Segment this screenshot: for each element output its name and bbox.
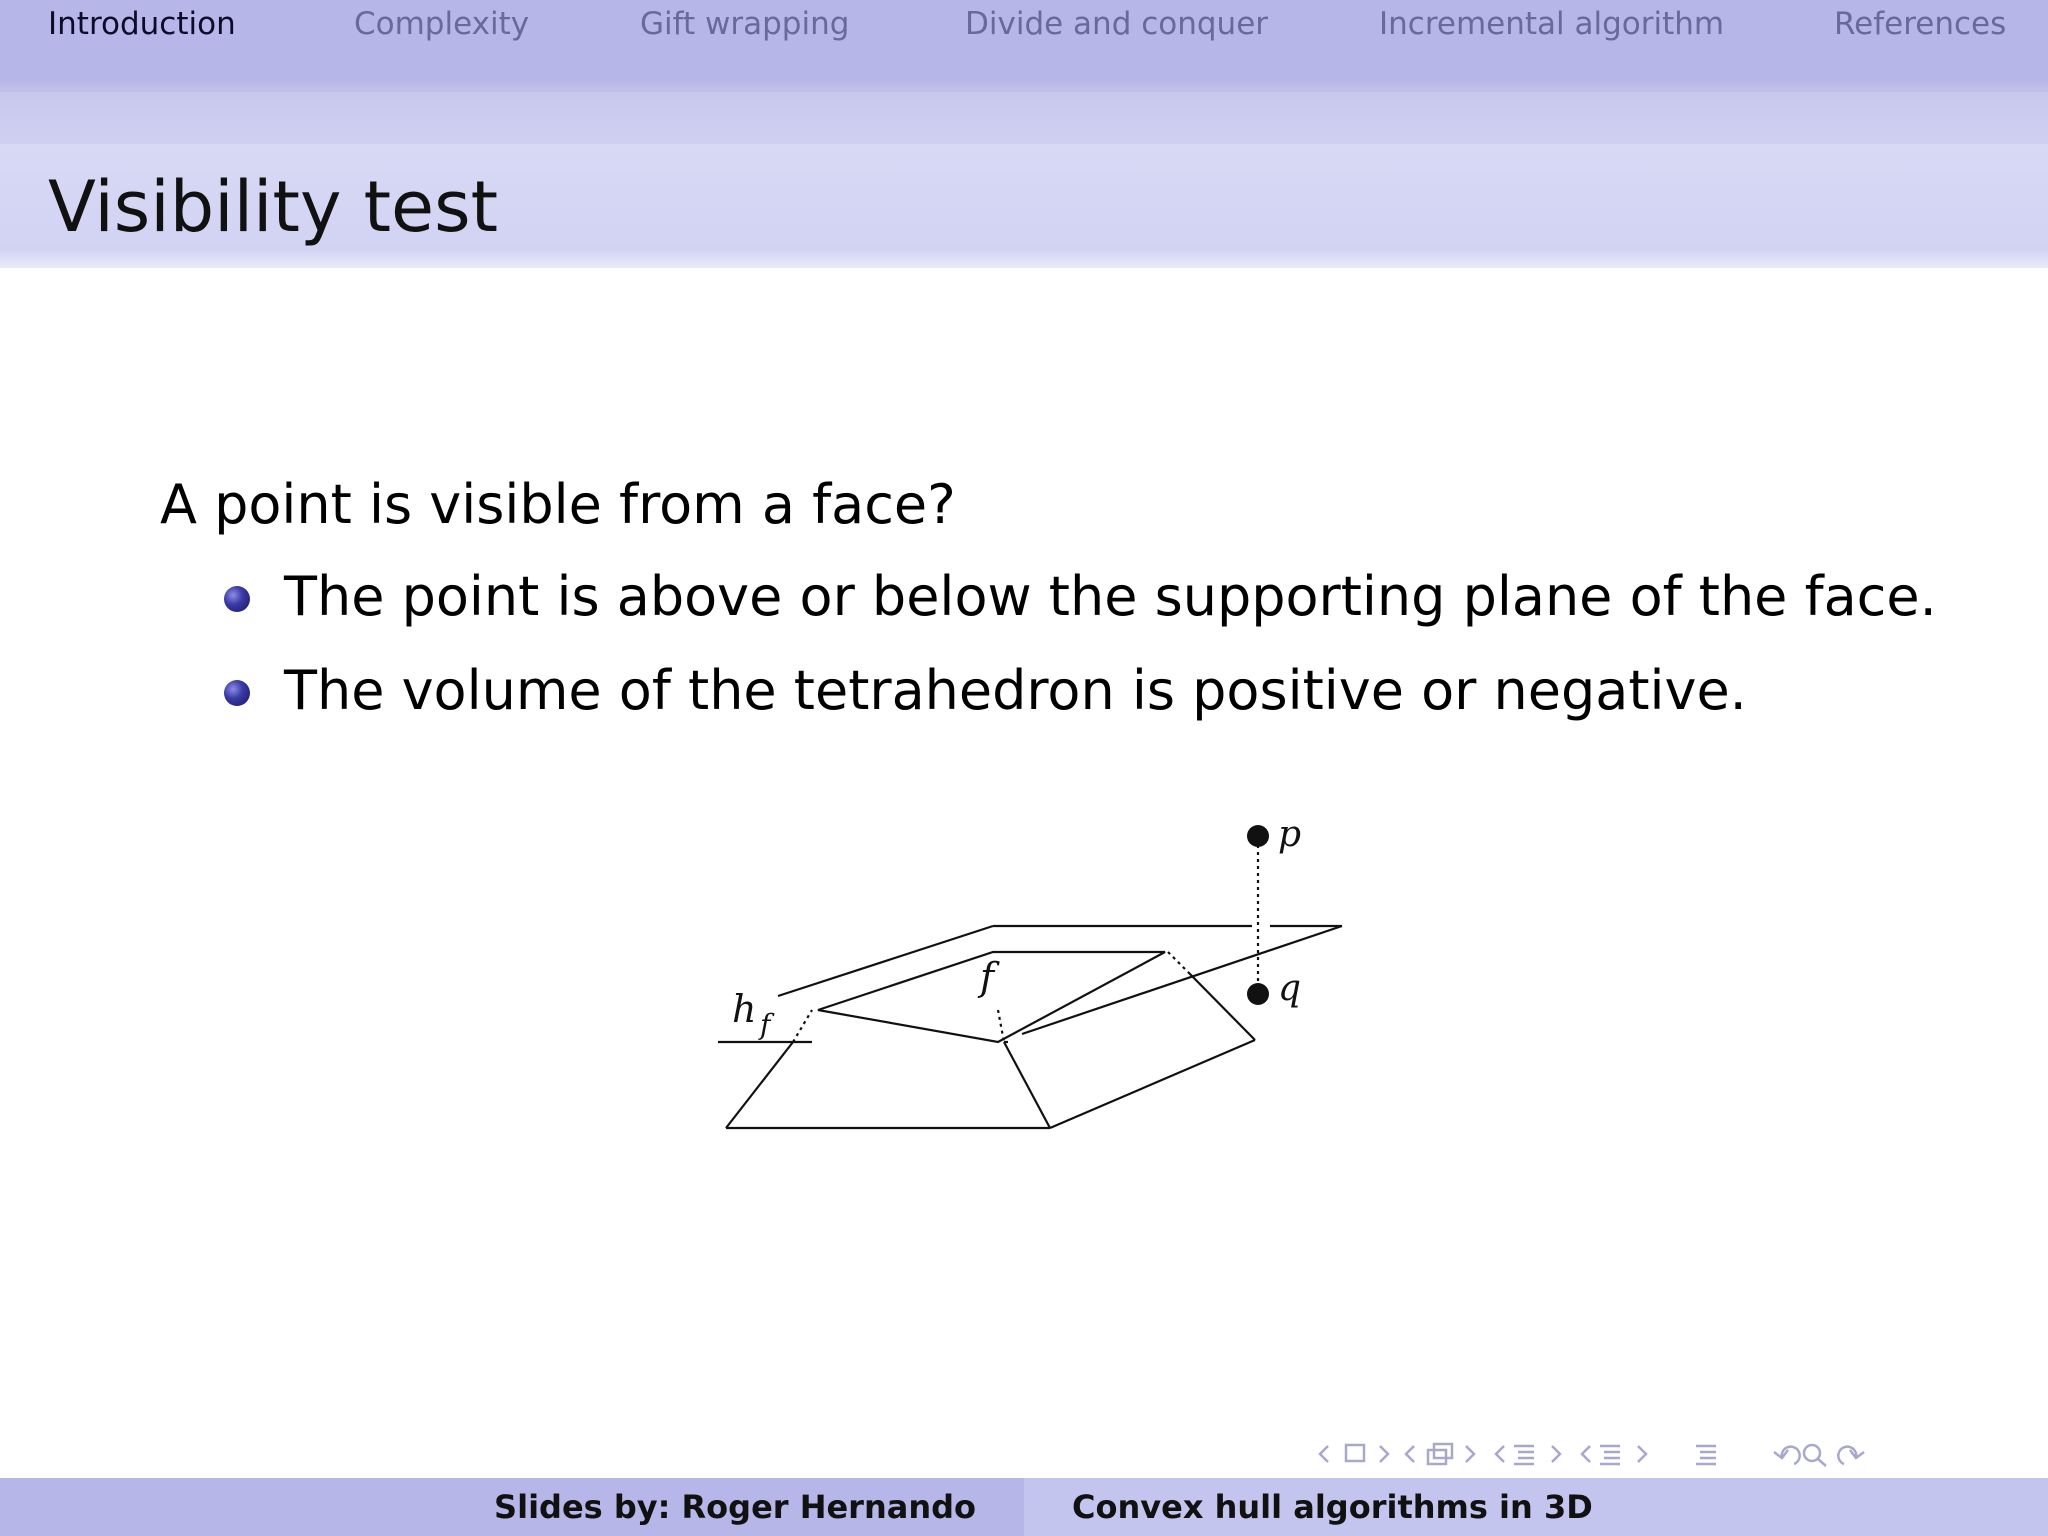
section-navigation-bar	[0, 0, 2048, 92]
bullet-text: The point is above or below the supporting plane of the face.	[284, 565, 1937, 628]
frame-title-bar	[0, 144, 2048, 268]
label-hf: h	[732, 987, 757, 1031]
prev-arrow-icon[interactable]	[1582, 1446, 1590, 1462]
frustum-mid-edge	[1004, 1042, 1050, 1128]
nav-item-gift-wrapping[interactable]: Gift wrapping	[640, 6, 850, 42]
label-hf-subscript: f	[760, 1008, 771, 1041]
search-icon[interactable]	[1804, 1445, 1826, 1466]
footer-author: Slides by: Roger Hernando	[494, 1488, 976, 1526]
hidden-edge-left	[793, 1010, 812, 1042]
hidden-edge-mid	[998, 1010, 1004, 1042]
next-arrow-icon[interactable]	[1638, 1446, 1646, 1462]
hidden-edge-right	[1168, 952, 1188, 972]
prev-arrow-icon[interactable]	[1496, 1446, 1504, 1462]
point-q	[1247, 983, 1269, 1005]
point-p	[1247, 825, 1269, 847]
nav-item-complexity[interactable]: Complexity	[354, 6, 530, 42]
next-arrow-icon[interactable]	[1466, 1446, 1474, 1462]
subsection-band	[0, 92, 2048, 144]
plane-edge-left	[778, 926, 993, 996]
bullet-text: The volume of the tetrahedron is positive or negative.	[284, 659, 1747, 722]
nav-item-divide-and-conquer[interactable]: Divide and conquer	[965, 6, 1269, 42]
bullet-item	[160, 562, 1937, 632]
prev-arrow-icon[interactable]	[1320, 1446, 1328, 1462]
frustum-right-edge	[1188, 972, 1255, 1040]
section-icon[interactable]	[1514, 1446, 1534, 1464]
bullet-item	[160, 656, 1937, 726]
label-f: f	[980, 955, 995, 999]
undo-icon[interactable]	[1774, 1447, 1800, 1464]
nav-item-references[interactable]: References	[1834, 6, 2007, 42]
next-arrow-icon[interactable]	[1380, 1446, 1388, 1462]
redo-icon[interactable]	[1838, 1447, 1864, 1464]
frame-icon[interactable]	[1346, 1445, 1364, 1461]
bullet-ball-icon	[224, 586, 250, 612]
visibility-figure	[700, 800, 1360, 1160]
prev-arrow-icon[interactable]	[1406, 1446, 1414, 1462]
frustum-left-edge	[726, 1042, 793, 1128]
question-text: A point is visible from a face?	[160, 473, 956, 536]
footer-author-box	[0, 1478, 1024, 1536]
label-p: p	[1278, 814, 1302, 855]
slide-body	[160, 470, 1937, 750]
footer-bar	[0, 1478, 2048, 1536]
footer-title: Convex hull algorithms in 3D	[1072, 1488, 1593, 1526]
bullet-ball-icon	[224, 680, 250, 706]
nav-item-introduction[interactable]: Introduction	[48, 6, 236, 42]
slide-title: Visibility test	[48, 166, 499, 248]
toc-icon[interactable]	[1696, 1446, 1716, 1464]
beamer-navigation-controls	[1308, 1434, 2048, 1474]
bullet-list	[160, 562, 1937, 726]
section-icon[interactable]	[1600, 1446, 1620, 1464]
next-arrow-icon[interactable]	[1552, 1446, 1560, 1462]
subsection-icon[interactable]	[1428, 1444, 1452, 1464]
footer-title-box	[1024, 1478, 2048, 1536]
nav-item-incremental-algorithm[interactable]: Incremental algorithm	[1379, 6, 1725, 42]
label-q: q	[1278, 968, 1302, 1009]
frustum-right-bottom-edge	[1050, 1040, 1255, 1128]
